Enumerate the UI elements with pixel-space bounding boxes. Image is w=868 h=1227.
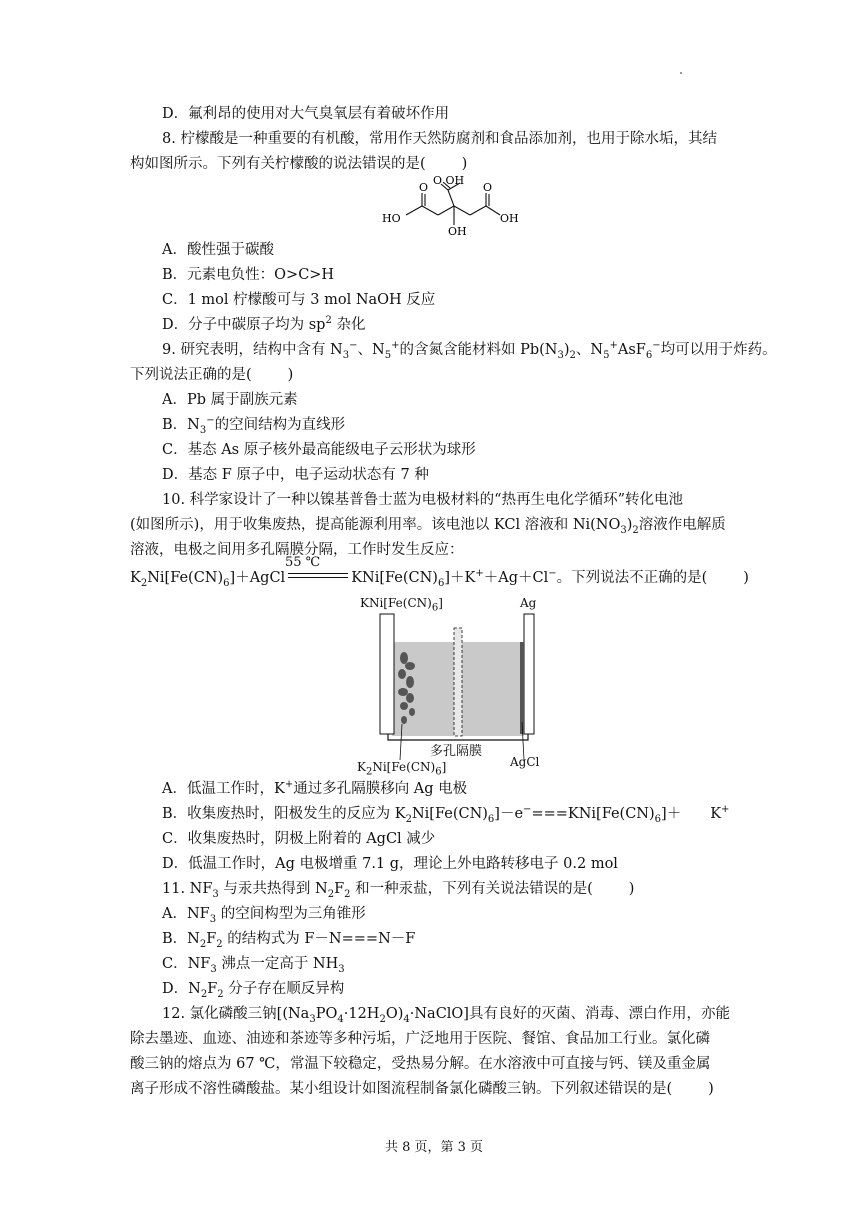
label-agcl: AgCl [510,755,540,769]
q10-option-d: D．低温工作时，Ag 电极增重 7.1 g，理论上外电路转移电子 0.2 mol [162,856,618,872]
agcl-layer [520,642,524,734]
left-electrode [380,614,394,734]
struct-o-right: O [483,181,493,194]
label-ag-electrode: Ag [520,596,537,610]
q8-option-a: A．酸性强于碳酸 [162,242,274,258]
right-electrode-ag [524,614,534,734]
q11-option-d: D．$N_2F_2$ 分子存在顺反异构 [162,981,345,1000]
scan-dot [680,72,682,74]
q9-option-b: B．$N_3^-$的空间结构为直线形 [162,415,346,436]
q10-option-c: C．收集废热时，阴极上附着的 AgCl 减少 [162,831,436,847]
q12-stem-line2: 除去墨迹、血迹、油迹和茶迹等多种污垢，广泛地用于医院、餐馆、食品加工行业。氯化磷 [130,1031,710,1047]
q11-option-c: C．$NF_3$ 沸点一定高于 $NH_3$ [162,956,345,975]
q8-stem-line1: 8. 柠檬酸是一种重要的有机酸，常用作天然防腐剂和食品添加剂，也用于除水垢，其结 [162,131,717,147]
label-kni-electrode: $KNi[Fe(CN)_6]$ [360,596,443,614]
q7-option-d: D．氟利昂的使用对大气臭氧层有着破坏作用 [162,106,450,122]
q9-option-a: A．Pb 属于副族元素 [162,392,298,408]
struct-oh-bottom: OH [448,225,467,238]
q8-option-c: C．1 mol 柠檬酸可与 3 mol NaOH 反应 [162,292,436,308]
struct-oh-top: O OH [433,174,465,187]
porous-membrane [454,628,462,736]
q12-stem-line3: 酸三钠的熔点为 67 ℃，常温下较稳定，受热易分解。在水溶液中可直接与钙、镁及重金属 [130,1056,711,1072]
q10-stem-line3: 溶液，电极之间用多孔隔膜分隔，工作时发生反应： [130,542,464,558]
q8-option-b: B．元素电负性：O>C>H [162,267,335,283]
q9-option-c: C．基态 As 原子核外最高能级电子云形状为球形 [162,442,476,458]
q11-stem: 11. $NF_3$ 与汞共热得到 $N_2F_2$ 和一种汞盐，下列有关说法错误的是( ) [162,881,635,900]
q10-temperature: 55 ℃ [285,555,321,570]
struct-oh-right: OH [500,212,519,225]
q10-option-b: B．收集废热时，阳极发生的反应为 $K_2Ni[Fe(CN)_6]-e^-===KNi[Fe(CN)_6]+$ K+ [162,804,730,825]
struct-ho-left: HO [382,212,401,225]
q10-option-a: A．低温工作时，K+通过多孔隔膜移向 Ag 电极 [162,779,468,797]
q9-option-d: D．基态 F 原子中，电子运动状态有 7 种 [162,467,429,483]
q12-stem-line1: 12. 氯化磷酸三钠$[(Na_3PO_4\cdot 12H_2O)_4\cdot NaClO]$具有良好的灭菌、消毒、漂白作用，亦能 [162,1006,730,1025]
struct-o-left: O [419,181,429,194]
q9-stem-line2: 下列说法正确的是( ) [130,367,294,383]
q11-option-a: A．$NF_3$ 的空间构型为三角锥形 [162,906,366,925]
q8-option-d: D．分子中碳原子均为 $sp^2$ 杂化 [162,315,366,333]
page-footer: 共 8 页，第 3 页 [384,1140,484,1155]
q11-option-b: B．$N_2F_2$ 的结构式为 F－N===N－F [162,931,416,950]
equilibrium-arrow [288,573,348,578]
label-membrane: 多孔隔膜 [430,744,483,759]
q10-equation: $K_2Ni[Fe(CN)_6]+AgCl$ $KNi[Fe(CN)_6]+K^++Ag+Cl^-$。下列说法不正确的是( ) [130,568,749,589]
q9-stem-line1: 9. 研究表明，结构中含有 $N_3^-$、$N_5^+$的含氮含能材料如 $Pb(N_3)_2$、$N_5^+AsF_6^-$均可以用于炸药。 [162,340,777,361]
label-k2ni-particles: $K_2Ni[Fe(CN)_6]$ [357,760,447,778]
q8-stem-line2: 构如图所示。下列有关柠檬酸的说法错误的是( ) [130,156,468,172]
q12-stem-line4: 离子形成不溶性磷酸盐。某小组设计如图流程制备氯化磷酸三钠。下列叙述错误的是( ) [130,1081,714,1097]
q10-stem-line1: 10. 科学家设计了一种以镍基普鲁士蓝为电极材料的“热再生电化学循环”转化电池 [162,492,683,508]
q10-stem-line2: (如图所示)，用于收集废热，提高能源利用率。该电池以 KCl 溶液和 $Ni(NO_3)_2$溶液作电解质 [130,517,726,536]
citric-acid-structure [378,173,528,239]
